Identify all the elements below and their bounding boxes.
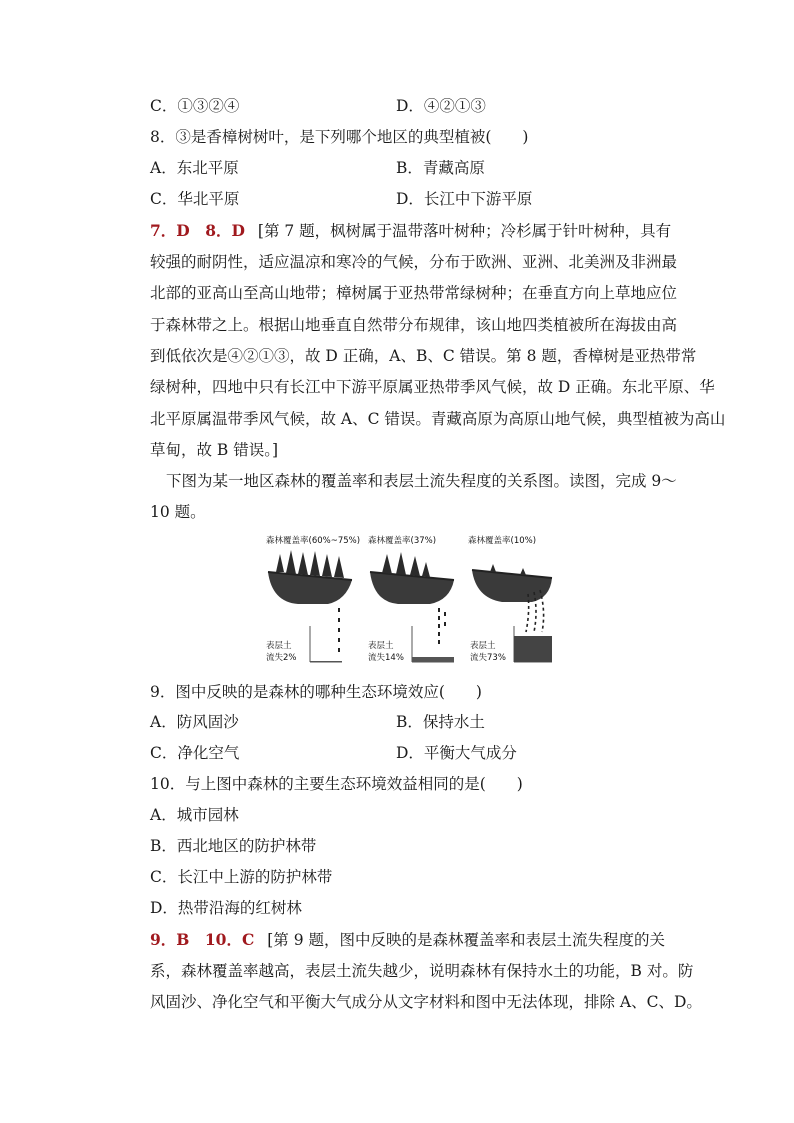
panel-1-loss-label: 表层土: [266, 641, 292, 651]
answer-7-8-line5: 到低依次是④②①③，故 D 正确，A、B、C 错误。第 8 题，香樟树是亚热带常: [150, 347, 697, 365]
q8-option-a: A．东北平原: [150, 159, 239, 177]
q10-option-a: A．城市园林: [150, 806, 239, 824]
q10-option-c: C．长江中上游的防护林带: [150, 868, 333, 886]
q7-option-c: C．①③②④: [150, 97, 240, 115]
answer-7-8-line6: 绿树种，四地中只有长江中下游平原属亚热带季风气候，故 D 正确。东北平原、华: [150, 378, 715, 396]
intro-line1: 下图为某一地区森林的覆盖率和表层土流失程度的关系图。读图，完成 9～: [166, 472, 677, 490]
q9-option-c: C．净化空气: [150, 744, 240, 762]
answer-9-10-line2: 系，森林覆盖率越高，表层土流失越少，说明森林有保持水土的功能，B 对。防: [150, 962, 694, 980]
panel-3-cover-label: 森林覆盖率(10%): [468, 536, 537, 546]
answer-9-10-key: 9．B 10．C: [150, 930, 255, 949]
q10-option-b: B．西北地区的防护林带: [150, 837, 317, 855]
q8-option-b: B．青藏高原: [396, 159, 485, 177]
q9-option-b: B．保持水土: [396, 713, 485, 731]
answer-7-8-line1: 7．D 8．D [第 7 题，枫树属于温带落叶树种；冷杉属于针叶树种，具有: [150, 221, 672, 240]
forest-soil-loss-svg: [258, 532, 554, 668]
panel-2-trees: [382, 552, 430, 577]
panel-1-soil-fill: [310, 661, 342, 662]
q8-option-c: C．华北平原: [150, 190, 240, 208]
panel-2-cover-label: 森林覆盖率(37%): [368, 536, 437, 546]
panel-2-soil-fill: [412, 657, 454, 662]
q10-stem: 10．与上图中森林的主要生态环境效益相同的是( ): [150, 775, 523, 793]
q10-option-d: D．热带沿海的红树林: [150, 899, 302, 917]
q7-option-d: D．④②①③: [396, 97, 486, 115]
panel-1-cover-label: 森林覆盖率(60%~75%): [266, 536, 361, 546]
q9-option-a: A．防风固沙: [150, 713, 239, 731]
panel-2: [368, 535, 454, 663]
panel-1: [266, 535, 360, 663]
q9-stem: 9．图中反映的是森林的哪种生态环境效应( ): [150, 683, 482, 701]
panel-3-soil-fill: [514, 636, 552, 662]
panel-3-loss-label: 表层土: [470, 641, 496, 651]
q8-stem: 8．③是香樟树树叶，是下列哪个地区的典型植被( ): [150, 128, 529, 146]
intro-line2: 10 题。: [150, 503, 206, 521]
q9-option-d: D．平衡大气成分: [396, 744, 517, 762]
answer-7-8-line4: 于森林带之上。根据山地垂直自然带分布规律，该山地四类植被所在海拔由高: [150, 316, 678, 334]
q8-option-d: D．长江中下游平原: [396, 190, 533, 208]
panel-1-loss-value: 流失2%: [266, 653, 297, 663]
answer-7-8-line7: 北平原属温带季风气候，故 A、C 错误。青藏高原为高原山地气候，典型植被为高山: [150, 410, 726, 428]
panel-3: [468, 535, 552, 663]
answer-9-10-line3: 风固沙、净化空气和平衡大气成分从文字材料和图中无法体现，排除 A、C、D。: [150, 993, 702, 1011]
panel-1-drops: [338, 608, 340, 652]
panel-2-drops: [438, 608, 446, 644]
answer-7-8-line3: 北部的亚高山至高山地带；樟树属于亚热带常绿树种；在垂直方向上草地应位: [150, 284, 678, 302]
answer-7-8-key: 7．D 8．D: [150, 221, 245, 240]
forest-soil-loss-figure: [258, 532, 554, 668]
answer-7-8-line2: 较强的耐阴性，适应温凉和寒冷的气候，分布于欧洲、亚洲、北美洲及非洲最: [150, 253, 678, 271]
answer-7-8-line8: 草甸，故 B 错误。]: [150, 441, 279, 459]
panel-2-loss-value: 流失14%: [368, 653, 404, 663]
answer-9-10-line1: 9．B 10．C [第 9 题，图中反映的是森林覆盖率和表层土流失程度的关: [150, 930, 665, 949]
panel-2-loss-label: 表层土: [368, 641, 394, 651]
panel-3-loss-value: 流失73%: [470, 653, 506, 663]
